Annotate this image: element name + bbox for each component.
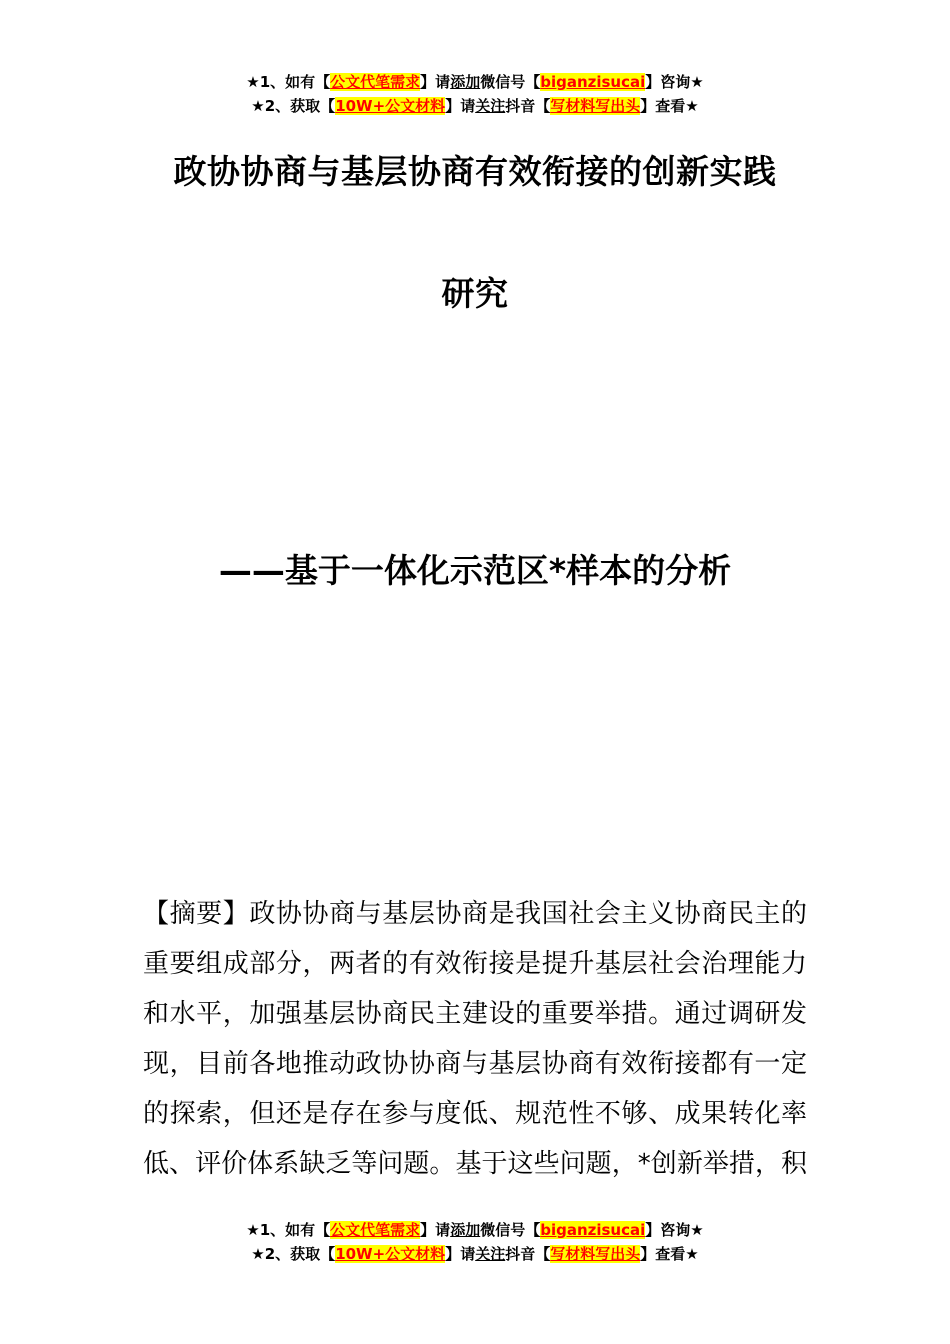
abstract-line: 【摘要】政协协商与基层协商是我国社会主义协商民主的 bbox=[143, 899, 807, 929]
banner-highlight: 10W+公文材料 bbox=[335, 97, 446, 115]
document-subtitle: ——基于一体化示范区*样本的分析 bbox=[218, 551, 732, 590]
banner-text: 】查看★ bbox=[640, 1245, 699, 1263]
banner-underline: 添加 bbox=[450, 1221, 481, 1239]
banner-text: 】查看★ bbox=[640, 97, 699, 115]
banner-highlight: 公文代笔需求 bbox=[330, 1221, 421, 1239]
banner-line-2 bbox=[0, 94, 950, 118]
banner-text: 】请 bbox=[420, 1221, 451, 1239]
document-title-line-2: 研究 bbox=[441, 274, 509, 313]
abstract-paragraph bbox=[143, 889, 807, 1189]
bottom-banner bbox=[0, 1218, 950, 1266]
banner-text: 抖音【 bbox=[505, 1245, 551, 1263]
banner-highlight: 公文代笔需求 bbox=[330, 73, 421, 91]
banner-highlight: 10W+公文材料 bbox=[335, 1245, 446, 1263]
banner-text: 】请 bbox=[445, 1245, 476, 1263]
banner-text: 】请 bbox=[445, 97, 476, 115]
banner-line-2 bbox=[0, 1242, 950, 1266]
banner-text: 】请 bbox=[420, 73, 451, 91]
abstract-line: 重要组成部分，两者的有效衔接是提升基层社会治理能力 bbox=[143, 949, 807, 979]
banner-text: ★1、如有【 bbox=[246, 73, 331, 91]
banner-text: ★2、获取【 bbox=[251, 1245, 336, 1263]
banner-line-1 bbox=[0, 1218, 950, 1242]
banner-highlight: 写材料写出头 bbox=[550, 1245, 641, 1263]
abstract-line: 低、评价体系缺乏等问题。基于这些问题，*创新举措，积 bbox=[143, 1149, 807, 1179]
top-banner bbox=[0, 70, 950, 118]
banner-underline: 关注 bbox=[475, 1245, 506, 1263]
banner-text: ★2、获取【 bbox=[251, 97, 336, 115]
banner-text: ★1、如有【 bbox=[246, 1221, 331, 1239]
banner-text: 微信号【 bbox=[480, 73, 541, 91]
banner-text: 抖音【 bbox=[505, 97, 551, 115]
banner-line-1 bbox=[0, 70, 950, 94]
abstract-line: 的探索，但还是存在参与度低、规范性不够、成果转化率 bbox=[143, 1099, 807, 1129]
banner-text: 】咨询★ bbox=[645, 1221, 704, 1239]
banner-underline: 关注 bbox=[475, 97, 506, 115]
banner-highlight: 写材料写出头 bbox=[550, 97, 641, 115]
banner-highlight: biganzisucai bbox=[540, 73, 646, 91]
abstract-line: 和水平，加强基层协商民主建设的重要举措。通过调研发 bbox=[143, 999, 807, 1029]
banner-text: 】咨询★ bbox=[645, 73, 704, 91]
banner-highlight: biganzisucai bbox=[540, 1221, 646, 1239]
document-title-line-1: 政协协商与基层协商有效衔接的创新实践 bbox=[173, 152, 777, 191]
banner-text: 微信号【 bbox=[480, 1221, 541, 1239]
banner-underline: 添加 bbox=[450, 73, 481, 91]
abstract-line: 现，目前各地推动政协协商与基层协商有效衔接都有一定 bbox=[143, 1049, 807, 1079]
